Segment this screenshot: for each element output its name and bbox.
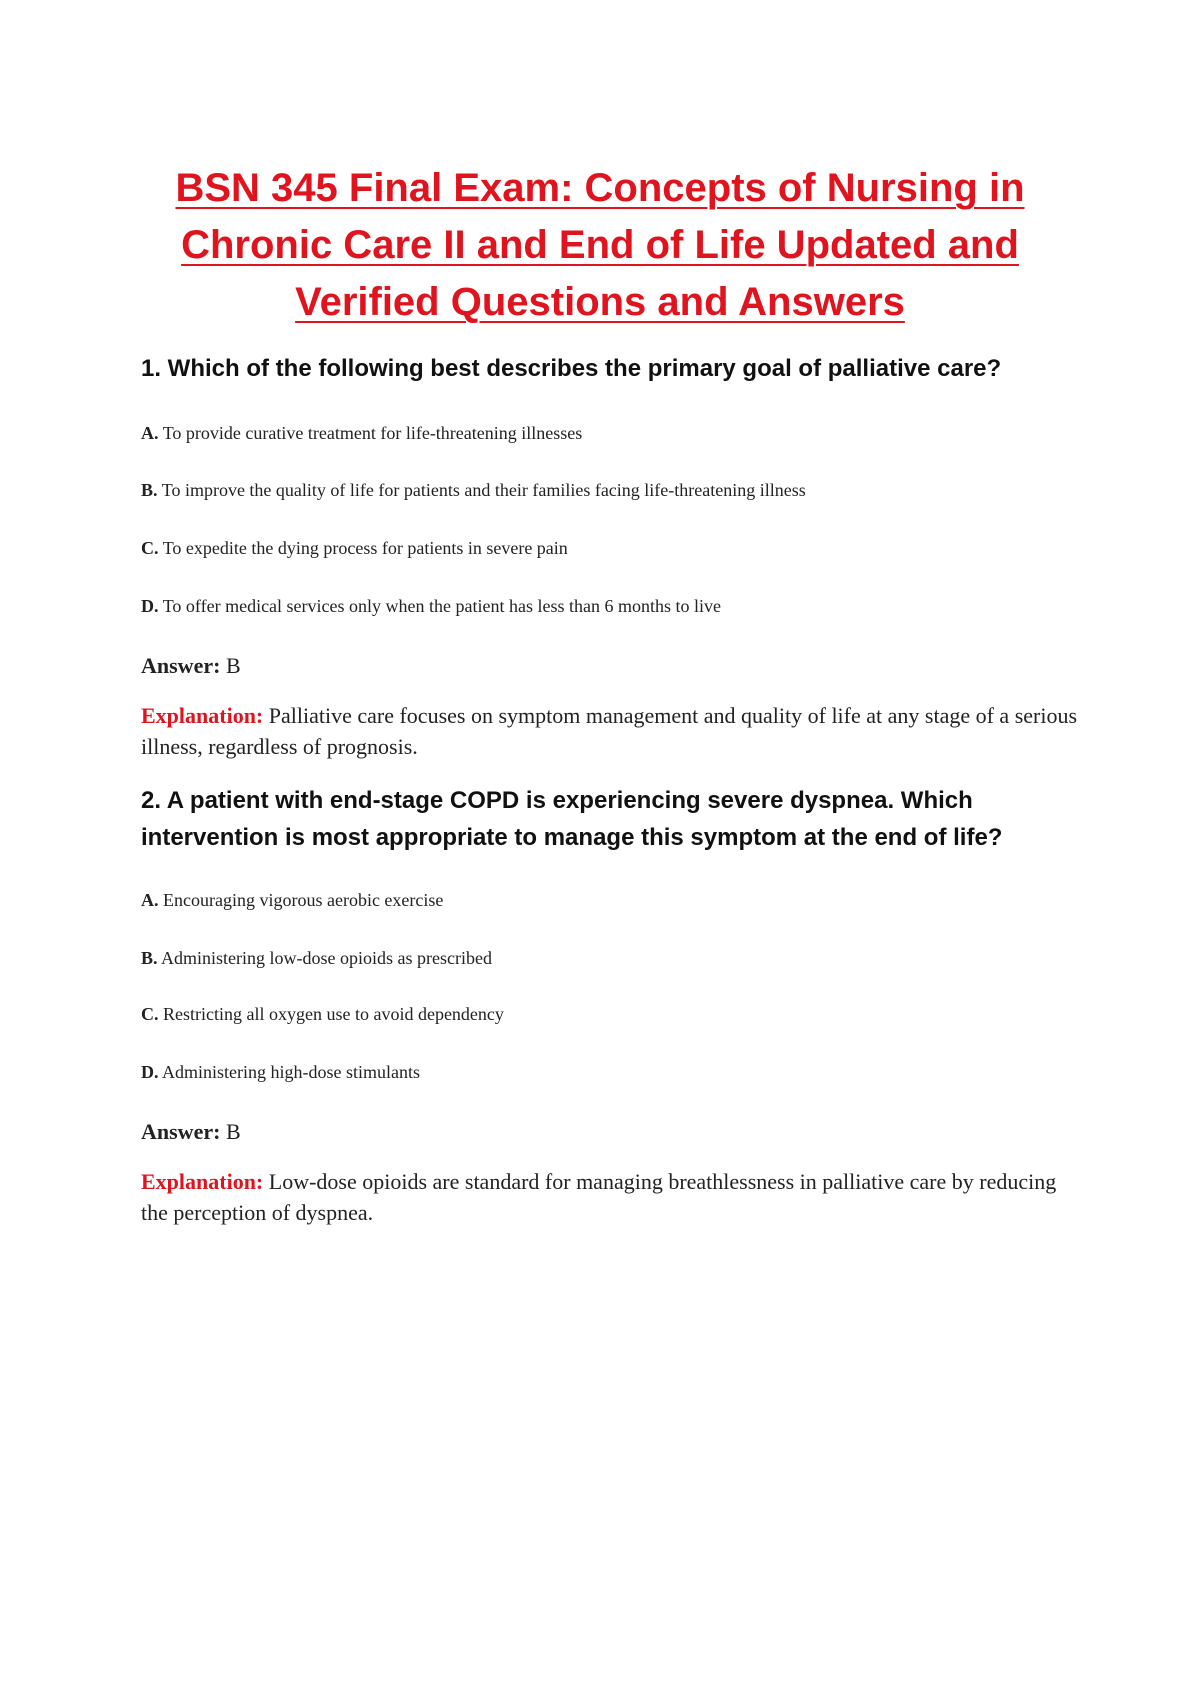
option-letter: B.	[141, 480, 158, 500]
option-letter: C.	[141, 1004, 159, 1024]
explanation-text: Low-dose opioids are standard for managing breathlessness in palliative care by reducing the perception of dyspnea.	[141, 1169, 1057, 1225]
question-2-explanation	[141, 1166, 1081, 1228]
question-2-option-a	[141, 888, 1081, 912]
option-letter: B.	[141, 948, 158, 968]
question-1-option-d	[141, 594, 1081, 618]
explanation-label: Explanation:	[141, 1169, 264, 1194]
title-line-3: Verified Questions and Answers	[295, 280, 905, 324]
question-1-option-a	[141, 421, 1081, 445]
option-letter: C.	[141, 538, 159, 558]
question-2-answer	[141, 1118, 241, 1146]
question-2-option-c	[141, 1002, 1081, 1026]
option-text: To expedite the dying process for patients in severe pain	[162, 538, 568, 558]
question-2-heading: 2. A patient with end-stage COPD is experiencing severe dyspnea. Which intervention is most appropriate to manage this symptom at the end of life?	[141, 787, 1003, 851]
answer-value: B	[225, 1119, 241, 1144]
option-letter: D.	[141, 596, 159, 616]
option-text: Administering low-dose opioids as prescribed	[161, 948, 492, 968]
option-letter: A.	[141, 890, 159, 910]
question-1-answer	[141, 652, 241, 680]
question-1-explanation	[141, 700, 1081, 762]
option-text: Restricting all oxygen use to avoid dependency	[163, 1004, 504, 1024]
option-text: Administering high-dose stimulants	[162, 1062, 421, 1082]
option-text: To improve the quality of life for patients and their families facing life-threatening illness	[161, 480, 806, 500]
question-1-option-b	[141, 478, 1081, 502]
title-line-2: Chronic Care II and End of Life Updated and	[181, 223, 1019, 267]
question-1-option-c	[141, 536, 1081, 560]
answer-value: B	[225, 653, 241, 678]
question-2-option-d	[141, 1060, 1081, 1084]
option-letter: D.	[141, 1062, 159, 1082]
question-1-heading: 1. Which of the following best describes the primary goal of palliative care?	[141, 355, 1002, 382]
option-text: To offer medical services only when the patient has less than 6 months to live	[162, 596, 721, 616]
explanation-text: Palliative care focuses on symptom management and quality of life at any stage of a serious illness, regardless of prognosis.	[141, 703, 1078, 759]
answer-label: Answer:	[141, 653, 221, 678]
document-title	[150, 160, 1050, 331]
title-line-1: BSN 345 Final Exam: Concepts of Nursing in	[175, 166, 1025, 210]
question-2-option-b	[141, 946, 1081, 970]
explanation-label: Explanation:	[141, 703, 264, 728]
option-text: Encouraging vigorous aerobic exercise	[163, 890, 444, 910]
option-text: To provide curative treatment for life-threatening illnesses	[162, 423, 583, 443]
answer-label: Answer:	[141, 1119, 221, 1144]
option-letter: A.	[141, 423, 159, 443]
